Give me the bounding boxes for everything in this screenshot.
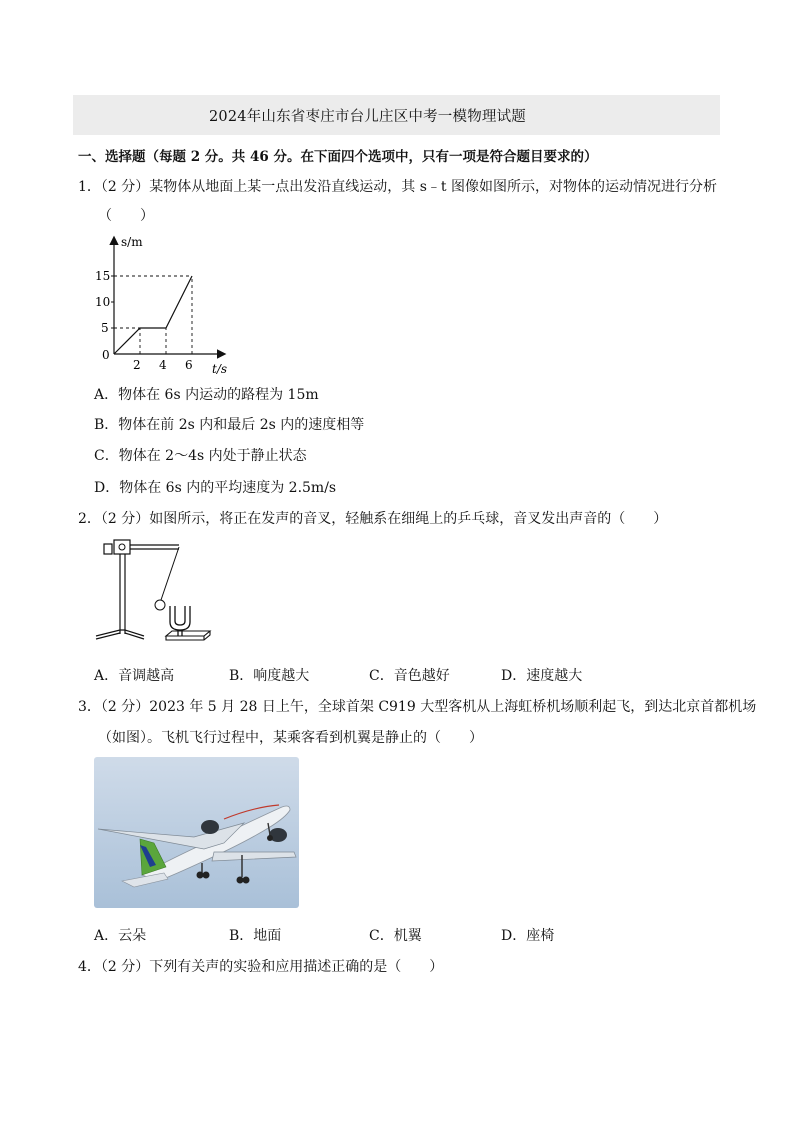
q2-option-b: B．响度越大	[229, 668, 310, 684]
y-tick-5: 5	[101, 321, 109, 335]
c919-photo	[94, 757, 299, 908]
q1-option-b: B．物体在前 2s 内和最后 2s 内的速度相等	[94, 417, 365, 433]
y-tick-10: 10	[95, 295, 111, 309]
q2-option-a: A．音调越高	[94, 668, 175, 684]
q3-option-d: D．座椅	[501, 928, 555, 944]
x-tick-6: 6	[185, 358, 193, 372]
origin-label: 0	[102, 348, 110, 362]
title-bar	[73, 95, 720, 135]
q1-option-d: D．物体在 6s 内的平均速度为 2.5m/s	[94, 480, 337, 496]
x-tick-4: 4	[159, 358, 167, 372]
q1-option-a: A．物体在 6s 内运动的路程为 15m	[94, 387, 319, 403]
tuning-fork-illustration	[94, 536, 214, 646]
q3-option-c: C．机翼	[369, 928, 422, 944]
q3-option-b: B．地面	[229, 928, 282, 944]
x-axis-label: t/s	[212, 362, 228, 376]
q2-option-d: D．速度越大	[501, 668, 583, 684]
page-title: 2024年山东省枣庄市台儿庄区中考一模物理试题	[209, 109, 526, 125]
y-axis-label: s/m	[121, 235, 143, 249]
st-series-line	[114, 276, 192, 354]
q2-stem: 2．（2 分）如图所示，将正在发声的音叉，轻触系在细绳上的乒乓球，音叉发出声音的（ ）	[78, 511, 668, 527]
q1-answer-blank: （ ）	[98, 208, 154, 224]
y-tick-15: 15	[95, 269, 111, 283]
ping-pong-ball	[155, 600, 165, 610]
x-tick-2: 2	[133, 358, 141, 372]
q3-stem-line2: （如图）。飞机飞行过程中，某乘客看到机翼是静止的（ ）	[98, 730, 483, 746]
q1-stem: 1．（2 分）某物体从地面上某一点出发沿直线运动，其 s﹣t 图像如图所示，对物体的运动情况进行分析	[78, 179, 717, 195]
q1-st-chart	[92, 228, 242, 376]
q1-option-c: C．物体在 2～4s 内处于静止状态	[94, 448, 307, 464]
q2-option-c: C．音色越好	[369, 668, 450, 684]
q4-stem: 4．（2 分）下列有关声的实验和应用描述正确的是（ ）	[78, 959, 444, 975]
section-heading: 一、选择题（每题 2 分。共 46 分。在下面四个选项中，只有一项是符合题目要求的）	[78, 149, 598, 165]
q3-stem-line1: 3．（2 分）2023 年 5 月 28 日上午，全球首架 C919 大型客机从上海虹桥机场顺利起飞，到达北京首都机场	[78, 699, 757, 715]
q3-option-a: A．云朵	[94, 928, 147, 944]
